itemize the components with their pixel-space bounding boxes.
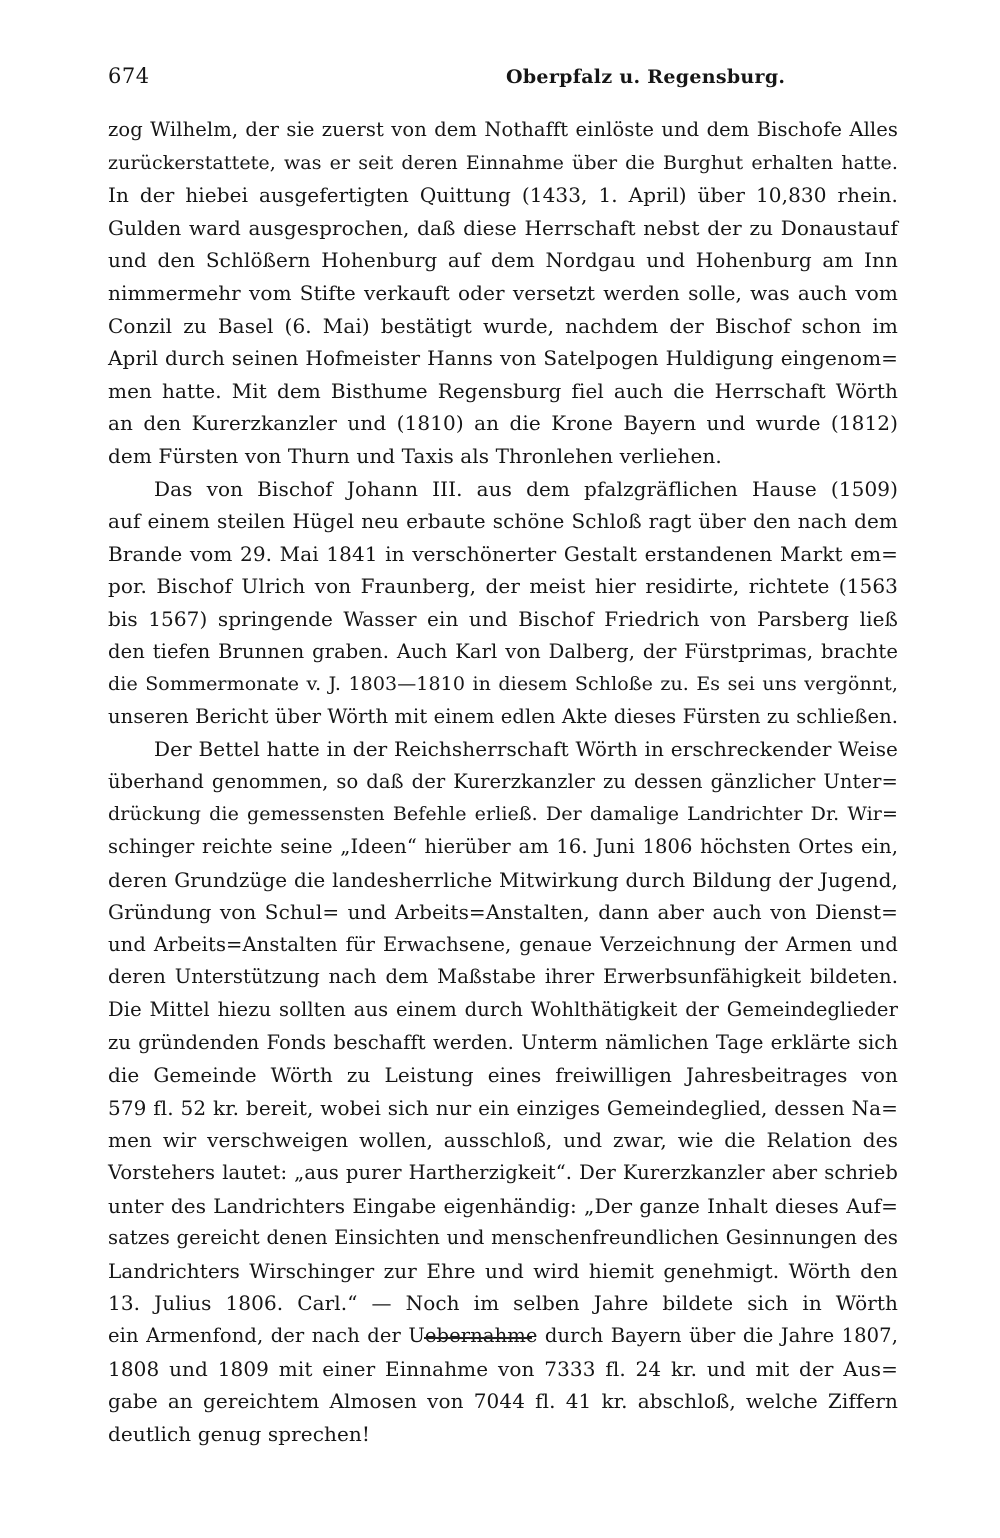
text-line: men wir verschweigen wollen, ausschloß, und zwar, wie die Relation des	[108, 1128, 898, 1153]
text-line: zurückerstattete, was er seit deren Einnahme über die Burghut erhalten hatte.	[108, 151, 898, 174]
text-line: Conzil zu Basel (6. Mai) bestätigt wurde, nachdem der Bischof schon im	[108, 313, 898, 338]
text-line: 579 fl. 52 kr. bereit, wobei sich nur ein einziges Gemeindeglied, dessen Na=	[108, 1095, 898, 1120]
text-line: auf einem steilen Hügel neu erbaute schöne Schloß ragt über den nach dem	[108, 509, 898, 534]
text-line: deutlich genug sprechen!	[108, 1421, 371, 1446]
text-line: dem Fürsten von Thurn und Taxis als Thronlehen verliehen.	[108, 443, 722, 468]
text-line: zog Wilhelm, der sie zuerst von dem Nothafft einlöste und dem Bischofe Alles	[108, 118, 898, 141]
text-line: Die Mittel hiezu sollten aus einem durch Wohlthätigkeit der Gemeindeglieder	[108, 998, 898, 1022]
text-line: Der Bettel hatte in der Reichsherrschaft Wörth in erschreckender Weise	[154, 737, 898, 762]
text-line: deren Grundzüge die landesherrliche Mitwirkung durch Bildung der Jugend,	[108, 867, 898, 892]
text-line: nimmermehr vom Stifte verkauft oder versetzt werden solle, was auch vom	[108, 280, 898, 305]
text-line: die Gemeinde Wörth zu Leistung eines freiwilligen Jahresbeitrages von	[108, 1063, 898, 1088]
text-line: drückung die gemessensten Befehle erließ. Der damalige Landrichter Dr. Wir=	[108, 803, 898, 826]
text-line: Gulden ward ausgesprochen, daß diese Herrschaft nebst der zu Donaustauf	[108, 215, 898, 240]
text-line: schinger reichte seine „Ideen“ hierüber am 16. Juni 1806 höchsten Ortes ein,	[108, 835, 898, 859]
text-line: und den Schlößern Hohenburg auf dem Nordgau und Hohenburg am Inn	[108, 248, 898, 273]
text-line: Brande vom 29. Mai 1841 in verschönerter Gestalt erstandenen Markt em=	[108, 541, 898, 566]
text-line: ein Armenfond, der nach der Uebernahme durch Bayern über die Jahre 1807,	[108, 1323, 898, 1347]
text-line: unter des Landrichters Eingabe eigenhändig: „Der ganze Inhalt dieses Auf=	[108, 1193, 898, 1218]
text-line: satzes gereicht denen Einsichten und menschenfreundlichen Gesinnungen des	[108, 1226, 898, 1250]
text-line: Landrichters Wirschinger zur Ehre und wird hiemit genehmigt. Wörth den	[108, 1258, 898, 1283]
text-line: por. Bischof Ulrich von Fraunberg, der meist hier residirte, richtete (1563	[108, 574, 898, 599]
text-line: 1808 und 1809 mit einer Einnahme von 7333 fl. 24 kr. und mit der Aus=	[108, 1356, 898, 1381]
text-line: Das von Bischof Johann III. aus dem pfalzgräflichen Hause (1509)	[154, 476, 898, 501]
running-head: Oberpfalz u. Regensburg.	[506, 66, 786, 88]
text-line: zu gründenden Fonds beschafft werden. Unterm nämlichen Tage erklärte sich	[108, 1030, 898, 1054]
text-line: gabe an gereichtem Almosen von 7044 fl. 41 kr. abschloß, welche Ziffern	[108, 1389, 898, 1414]
page-header	[108, 58, 898, 98]
text-line: überhand genommen, so daß der Kurerzkanzler zu dessen gänzlicher Unter=	[108, 769, 898, 793]
text-line: men hatte. Mit dem Bisthume Regensburg fiel auch die Herrschaft Wörth	[108, 378, 898, 403]
text-line: bis 1567) springende Wasser ein und Bischof Friedrich von Parsberg ließ	[108, 606, 898, 631]
text-line: Gründung von Schul= und Arbeits=Anstalten, dann aber auch von Dienst=	[108, 900, 898, 925]
body-text	[108, 114, 898, 1450]
text-line: die Sommermonate v. J. 1803—1810 in diesem Schloße zu. Es sei uns vergönnt,	[108, 673, 898, 696]
text-line: unseren Bericht über Wörth mit einem edlen Akte dieses Fürsten zu schließen.	[108, 704, 899, 728]
text-line: deren Unterstützung nach dem Maßstabe ihrer Erwerbsunfähigkeit bildeten.	[108, 965, 898, 989]
text-line: Vorstehers lautet: „aus purer Hartherzigkeit“. Der Kurerzkanzler aber schrieb	[108, 1161, 898, 1184]
text-line: und Arbeits=Anstalten für Erwachsene, genaue Verzeichnung der Armen und	[108, 932, 898, 956]
page-number: 674	[108, 64, 150, 88]
section-end-rule	[424, 1337, 532, 1339]
text-line: In der hiebei ausgefertigten Quittung (1433, 1. April) über 10,830 rhein.	[108, 183, 898, 208]
text-line: an den Kurerzkanzler und (1810) an die Krone Bayern und wurde (1812)	[108, 411, 898, 436]
text-line: April durch seinen Hofmeister Hanns von Satelpogen Huldigung eingenom=	[108, 346, 898, 371]
text-line: den tiefen Brunnen graben. Auch Karl von Dalberg, der Fürstprimas, brachte	[108, 639, 898, 663]
text-line: 13. Julius 1806. Carl.“ — Noch im selben Jahre bildete sich in Wörth	[108, 1291, 898, 1316]
